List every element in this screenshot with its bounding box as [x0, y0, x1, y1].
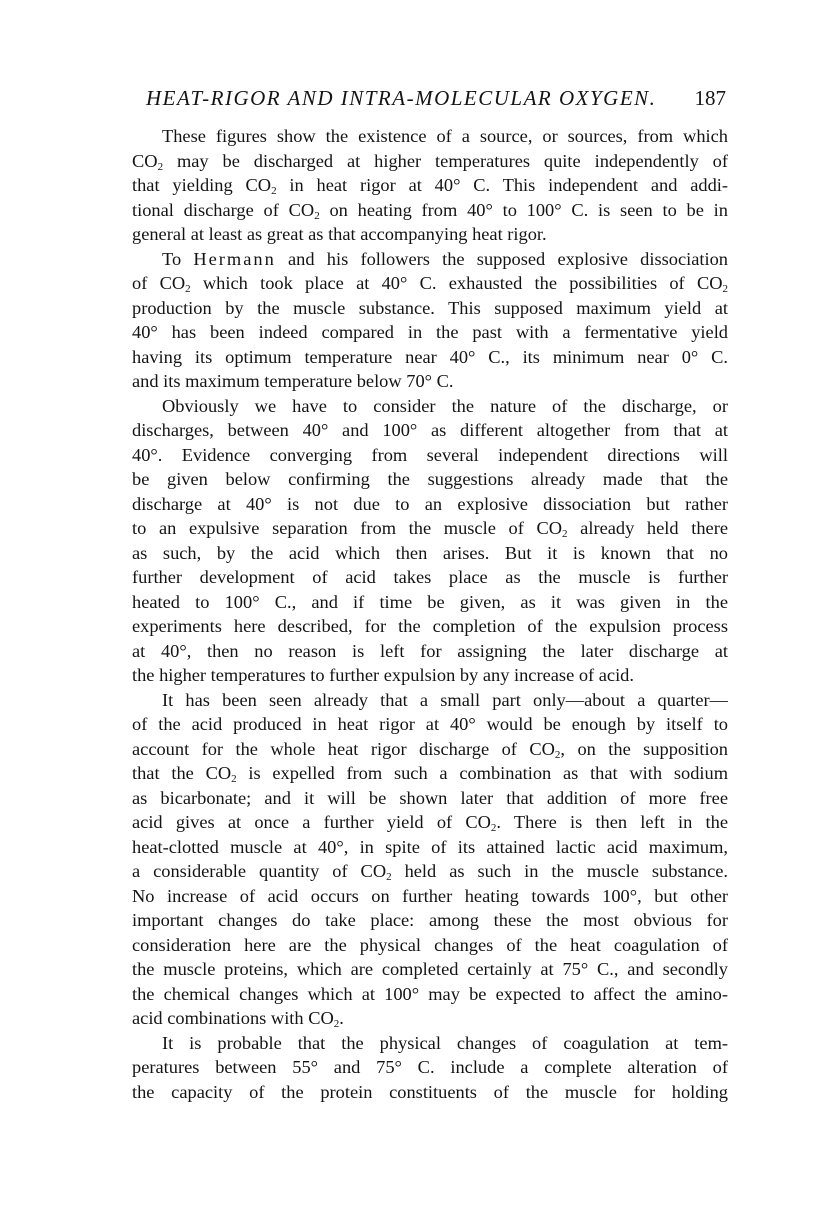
text-line: that the $CO_2$ is expelled from such a combination as that with sodium [132, 763, 728, 785]
text-line: account for the whole heat rigor discharge of $CO_2$, on the supposition [132, 738, 728, 761]
text-line: peratures between 55° and 75° C. include a complete alteration of [132, 1057, 728, 1077]
text-line: $CO_2$ may be discharged at higher temperatures quite independently of [132, 150, 728, 173]
text-line: to an expulsive separation from the muscle of $CO_2$ already held there [132, 518, 728, 540]
text-line: discharge at 40° is not due to an explosive dissociation but rather [132, 493, 728, 514]
text-line: acid combinations with $CO_2$. [132, 1008, 344, 1030]
text-line: heat-clotted muscle at 40°, in spite of its attained lactic acid maximum, [132, 836, 728, 857]
body-text [132, 124, 728, 1104]
paragraph-3 [132, 394, 728, 688]
text-line: Obviously we have to consider the nature of the discharge, or [162, 395, 728, 416]
text-line: 40°. Evidence converging from several independent directions will [132, 444, 728, 465]
text-line: at 40°, then no reason is left for assigning the later discharge at [132, 640, 728, 661]
text-line: having its optimum temperature near 40° C., its minimum near 0° C. [132, 346, 728, 367]
text-line: as bicarbonate; and it will be shown later that addition of more free [132, 787, 728, 808]
text-line: production by the muscle substance. This supposed maximum yield at [132, 297, 728, 318]
text-line: further development of acid takes place as the muscle is further [132, 567, 728, 587]
text-line: a considerable quantity of $CO_2$ held as such in the muscle substance. [132, 861, 728, 883]
text-line: experiments here described, for the completion of the expulsion process [132, 616, 728, 636]
paragraph-1 [132, 124, 728, 247]
text-line: heated to 100° C., and if time be given, as it was given in the [132, 591, 728, 612]
text-line: of $CO_2$ which took place at 40° C. exhausted the possibilities of $CO_2$ [132, 273, 728, 295]
text-line: the muscle proteins, which are completed certainly at 75° C., and secondly [132, 959, 728, 979]
text-line: These figures show the existence of a source, or sources, from which [162, 126, 728, 146]
text-line: the chemical changes which at 100° may be expected to affect the amino- [132, 983, 728, 1004]
text-line: tional discharge of $CO_2$ on heating from 40° to 100° C. is seen to be in [132, 199, 728, 222]
text-line: general at least as great as that accompanying heat rigor. [132, 224, 547, 244]
text-line: and its maximum temperature below 70° C. [132, 371, 454, 391]
text-line: acid gives at once a further yield of $CO_2$. There is then left in the [132, 812, 728, 834]
text-line: be given below confirming the suggestions already made that the [132, 469, 728, 489]
text-line: consideration here are the physical changes of the heat coagulation of [132, 934, 728, 955]
text-line: It has been seen already that a small part only—about a quarter— [162, 689, 728, 710]
paragraph-4 [132, 688, 728, 1031]
text-line: It is probable that the physical changes of coagulation at tem- [162, 1032, 728, 1053]
paragraph-5 [132, 1031, 728, 1105]
text-line: of the acid produced in heat rigor at 40° would be enough by itself to [132, 714, 728, 734]
paragraph-2 [132, 247, 728, 394]
running-title: HEAT-RIGOR AND INTRA-MOLECULAR OXYGEN. [146, 86, 657, 110]
text-line: the higher temperatures to further expulsion by any increase of acid. [132, 665, 634, 685]
text-line: To Hermann and his followers the supposed explosive dissociation [162, 248, 728, 269]
text-line: important changes do take place: among these the most obvious for [132, 910, 728, 930]
page-header [146, 86, 726, 111]
text-line: that yielding $CO_2$ in heat rigor at 40° C. This independent and addi- [132, 175, 728, 197]
text-line: No increase of acid occurs on further heating towards 100°, but other [132, 885, 728, 906]
text-line: the capacity of the protein constituents of the muscle for holding [132, 1081, 728, 1102]
page-number: 187 [694, 86, 726, 110]
text-line: discharges, between 40° and 100° as different altogether from that at [132, 420, 728, 440]
text-line: 40° has been indeed compared in the past with a fermentative yield [132, 322, 728, 342]
text-line: as such, by the acid which then arises. But it is known that no [132, 542, 728, 563]
